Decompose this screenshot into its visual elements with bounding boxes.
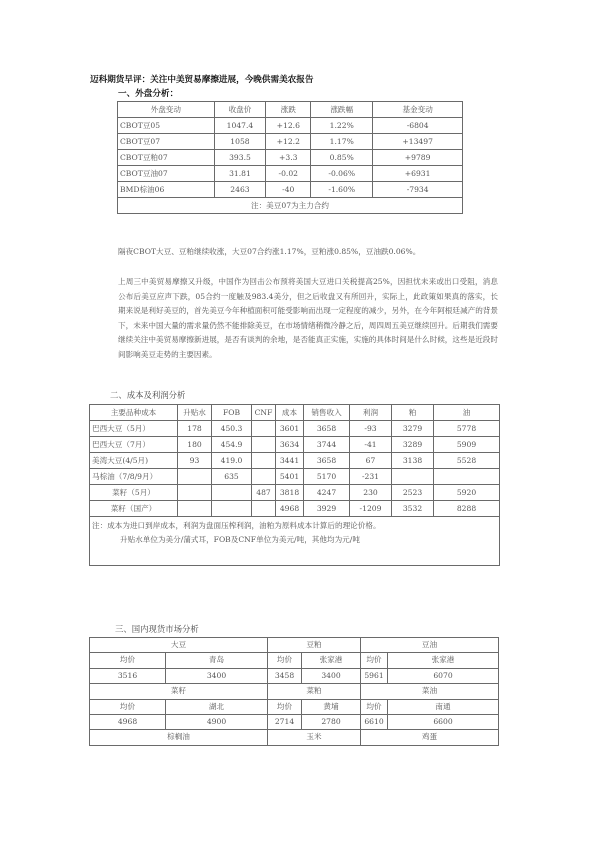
table-cell: 3138	[392, 453, 434, 469]
table-header-cell: 南通	[388, 699, 499, 714]
table-cell: 230	[350, 485, 392, 501]
paragraph-summary	[88, 245, 498, 260]
table-cell	[178, 469, 212, 485]
table-cell: 8288	[434, 501, 500, 517]
note-line-2: 升贴水单位为美分/蒲式耳，FOB及CNF单位为美元/吨，其他均为元/吨	[120, 535, 360, 544]
table-cell: 419.0	[212, 453, 252, 469]
table-cell: 31.81	[214, 166, 266, 182]
table-cell: 5920	[434, 485, 500, 501]
table-cell: CBOT豆油07	[118, 166, 215, 182]
table-cell: 马棕油（7/8/9月）	[90, 469, 178, 485]
table-cell: 3658	[304, 453, 350, 469]
table-cell: -93	[350, 421, 392, 437]
table-cell: -1.60%	[311, 182, 373, 198]
table-note-row	[90, 517, 500, 566]
table-cell: 3516	[90, 668, 166, 683]
table-cell: 2523	[392, 485, 434, 501]
table-group-row	[90, 730, 499, 745]
table-cell	[252, 437, 276, 453]
table-row	[90, 437, 500, 453]
table-header-cell: 均价	[90, 653, 166, 668]
table-cell: 3441	[276, 453, 304, 469]
table-header-cell: 湖北	[166, 699, 268, 714]
table-row	[90, 469, 500, 485]
table-cell: CBOT豆粕07	[118, 150, 215, 166]
table-group-cell: 豆油	[361, 638, 499, 653]
section1-heading: 一、外盘分析：	[118, 89, 179, 99]
paragraph-analysis	[88, 275, 498, 363]
table-cell: 1.17%	[311, 134, 373, 150]
table-row	[90, 485, 500, 501]
table-row	[90, 714, 499, 729]
table-cell: 5528	[434, 453, 500, 469]
table-header-cell: 升贴水	[178, 405, 212, 421]
table-cell: -0.06%	[311, 166, 373, 182]
table-cell: 1058	[214, 134, 266, 150]
table-cell: 180	[178, 437, 212, 453]
table-cell: 0.85%	[311, 150, 373, 166]
table-cell: -1209	[350, 501, 392, 517]
table-cell: 5961	[361, 668, 388, 683]
table-header-cell: 青岛	[166, 653, 268, 668]
table-header-cell: 均价	[268, 653, 302, 668]
table-cell	[212, 501, 252, 517]
table-header-cell: 主要品种成本	[90, 405, 178, 421]
table-header-cell: 粕	[392, 405, 434, 421]
table-cell: 2463	[214, 182, 266, 198]
table-cell: 6610	[361, 714, 388, 729]
table-row	[90, 453, 500, 469]
table-cell: 3289	[392, 437, 434, 453]
table-cell: 3744	[304, 437, 350, 453]
table-cell: 菜籽（国产）	[90, 501, 178, 517]
table-cell: CBOT豆07	[118, 134, 215, 150]
table-header-row	[90, 699, 499, 714]
table-cell: -231	[350, 469, 392, 485]
table-cell	[392, 469, 434, 485]
table-cell	[212, 485, 252, 501]
table-cell: 3532	[392, 501, 434, 517]
table-row	[118, 166, 463, 182]
table-group-row	[90, 684, 499, 699]
table-group-cell: 大豆	[90, 638, 268, 653]
table-header-cell: 涨跌	[266, 102, 311, 118]
table-group-cell: 棕榈油	[90, 730, 268, 745]
table-cell: +13497	[373, 134, 463, 150]
table-cell: 3634	[276, 437, 304, 453]
table-cell: 巴西大豆（5月）	[90, 421, 178, 437]
table-cell: 3400	[166, 668, 268, 683]
table-cell: -6804	[373, 118, 463, 134]
report-title: 迈科期货早评：关注中美贸易摩擦进展，今晚供需美农报告	[90, 75, 314, 85]
table-header-cell: 涨跌幅	[311, 102, 373, 118]
table-row	[118, 134, 463, 150]
table-note-row	[118, 198, 463, 214]
table-group-row	[90, 638, 499, 653]
table-cell: 67	[350, 453, 392, 469]
table-cell	[252, 421, 276, 437]
table-cell: 635	[212, 469, 252, 485]
table-cell: 2780	[302, 714, 361, 729]
table-header-cell: 张家港	[302, 653, 361, 668]
table-cell: 3400	[302, 668, 361, 683]
table-cell: 2714	[268, 714, 302, 729]
table-cell: 3818	[276, 485, 304, 501]
table-cell: +6931	[373, 166, 463, 182]
table-header-cell: 张家港	[388, 653, 499, 668]
table-cell: 菜籽（5月）	[90, 485, 178, 501]
table-cell: 1.22%	[311, 118, 373, 134]
table-cell: -41	[350, 437, 392, 453]
table-cell: 巴西大豆（7月）	[90, 437, 178, 453]
table-cell: 3279	[392, 421, 434, 437]
table-cell: 4968	[90, 714, 166, 729]
table-row	[118, 182, 463, 198]
cost-profit-table	[89, 404, 500, 566]
table-group-cell: 玉米	[268, 730, 361, 745]
table-cell: -7934	[373, 182, 463, 198]
table-cell	[252, 453, 276, 469]
table-header-row	[118, 102, 463, 118]
paragraph-text: 上周三中美贸易摩擦又升级，中国作为回击公布预将美国大豆进口关税提高25%，因担忧未来或出口受阻，消息公布后美豆应声下跌，05合约一度触及983.4美分，但之后收盘又有所回升，实际上，此政策如果真的落实，长期来说是利好美豆的，首先美豆今年种植面积可能受影响而出现一定程度的减少，另外，在今年阿根廷减产的背景下，未来中国大量的需求量仍然不能排除美豆，在市场情绪稍微冷静之后，周四周五美豆继续回升。后期我们需要继续关注中美贸易摩擦新进展，是否有谈判的余地，是否能真正实施，实施的具体时间是什么时候，这些是近段时间影响美豆走势的主要因素。	[118, 277, 498, 359]
table-header-row	[90, 405, 500, 421]
table-cell: BMD棕油06	[118, 182, 215, 198]
table-cell: +12.6	[266, 118, 311, 134]
table-group-cell: 鸡蛋	[361, 730, 499, 745]
table-header-cell: 黄埔	[302, 699, 361, 714]
table-group-cell: 菜籽	[90, 684, 268, 699]
table-cell: CBOT豆05	[118, 118, 215, 134]
table-cell	[178, 485, 212, 501]
table-cell: 4900	[166, 714, 268, 729]
table-header-cell: 外盘变动	[118, 102, 215, 118]
table-cell: 3658	[304, 421, 350, 437]
table-group-cell: 豆粕	[268, 638, 361, 653]
spot-market-table	[89, 637, 499, 746]
table-cell: 3929	[304, 501, 350, 517]
table-header-cell: 成本	[276, 405, 304, 421]
table-cell: 5170	[304, 469, 350, 485]
table-cell: 93	[178, 453, 212, 469]
table-note: 注：美豆07为主力合约	[118, 198, 463, 214]
table-row	[90, 501, 500, 517]
table-cell	[434, 469, 500, 485]
table-cell: 美湾大豆(4/5月)	[90, 453, 178, 469]
table-header-cell: 基金变动	[373, 102, 463, 118]
table-cell: 4247	[304, 485, 350, 501]
table-note	[90, 517, 500, 566]
table-cell: +12.2	[266, 134, 311, 150]
table-cell: 3601	[276, 421, 304, 437]
table-cell	[252, 469, 276, 485]
table-cell: 6600	[388, 714, 499, 729]
note-line-1: 注：成本为进口到岸成本，利润为盘面压榨利润，油粕为原料成本计算后的理论价格。	[92, 521, 381, 530]
table-cell: 5909	[434, 437, 500, 453]
table-header-cell: 利润	[350, 405, 392, 421]
table-cell	[178, 501, 212, 517]
table-cell: 1047.4	[214, 118, 266, 134]
table-row	[118, 150, 463, 166]
table-group-cell: 菜油	[361, 684, 499, 699]
table-cell: -0.02	[266, 166, 311, 182]
table-group-cell: 菜粕	[268, 684, 361, 699]
table-cell: 454.9	[212, 437, 252, 453]
paragraph-text: 隔夜CBOT大豆、豆粕继续收涨，大豆07合约涨1.17%，豆粕涨0.85%，豆油跌0.06%。	[118, 247, 421, 256]
table-cell: 6070	[388, 668, 499, 683]
table-cell: 5401	[276, 469, 304, 485]
table-cell	[252, 501, 276, 517]
table-cell: +3.3	[266, 150, 311, 166]
section3-heading: 三、国内现货市场分析	[115, 624, 199, 634]
table-cell: 393.5	[214, 150, 266, 166]
table-cell: 3458	[268, 668, 302, 683]
table-row	[90, 668, 499, 683]
table-header-cell: 销售收入	[304, 405, 350, 421]
table-cell: 4968	[276, 501, 304, 517]
table-header-cell: FOB	[212, 405, 252, 421]
section2-heading: 二、成本及利润分析	[110, 390, 186, 400]
table-cell: 178	[178, 421, 212, 437]
table-header-cell: 收盘价	[214, 102, 266, 118]
table-header-cell: 均价	[361, 699, 388, 714]
table-header-cell: CNF	[252, 405, 276, 421]
table-header-cell: 均价	[90, 699, 166, 714]
table-cell: +9789	[373, 150, 463, 166]
table-cell: -40	[266, 182, 311, 198]
table-header-row	[90, 653, 499, 668]
table-cell: 5778	[434, 421, 500, 437]
table-header-cell: 均价	[361, 653, 388, 668]
table-row	[118, 118, 463, 134]
table-cell: 450.3	[212, 421, 252, 437]
table-cell: 487	[252, 485, 276, 501]
table-header-cell: 油	[434, 405, 500, 421]
table-row	[90, 421, 500, 437]
external-market-table	[117, 101, 463, 214]
table-header-cell: 均价	[268, 699, 302, 714]
